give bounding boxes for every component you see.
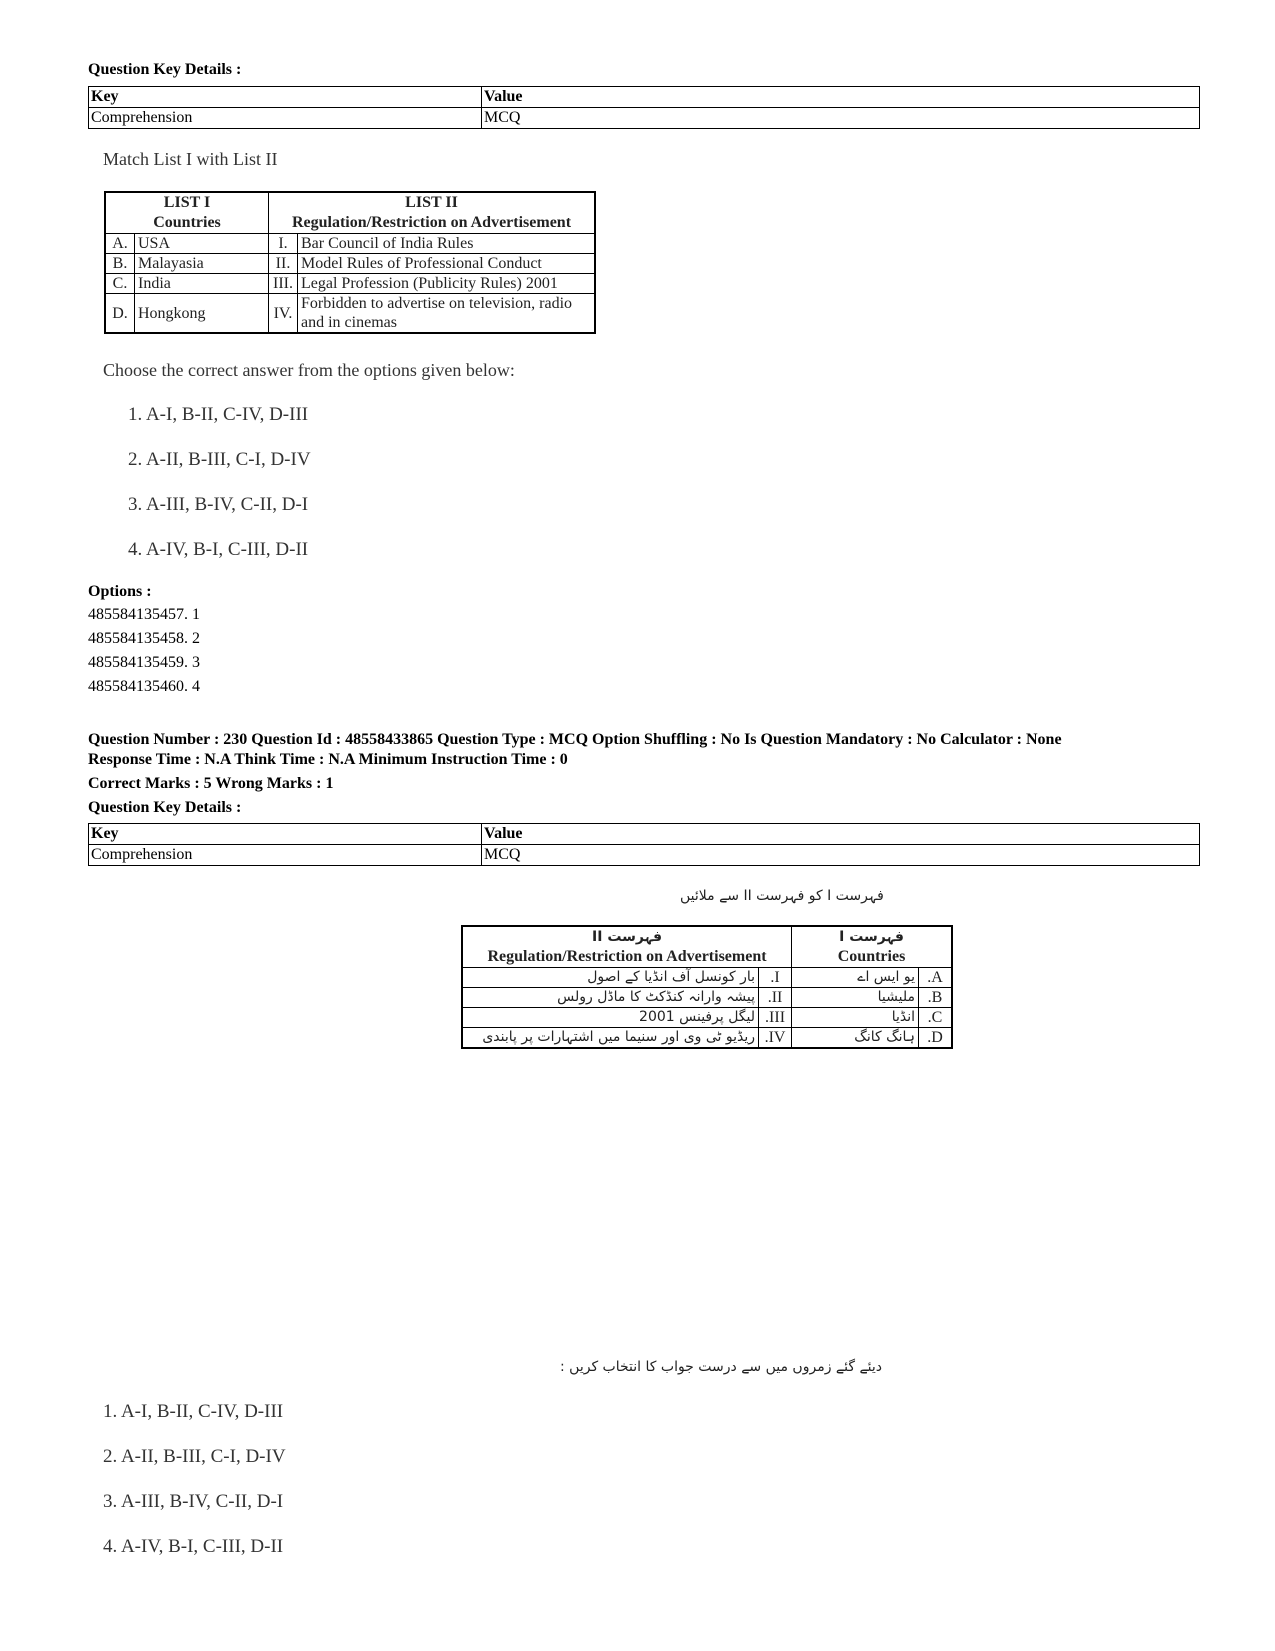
option-id-3: 485584135459. 3 xyxy=(88,654,200,671)
answer-choice-2: 2. A-II, B-III, C-I, D-IV xyxy=(128,449,311,470)
regulation-cell: پیشہ وارانہ کنڈکٹ کا ماڈل رولس xyxy=(462,988,759,1008)
country-cell: USA xyxy=(135,234,269,254)
country-cell: ہانگ کانگ xyxy=(792,1028,919,1049)
list2-title: LIST II xyxy=(405,194,458,211)
kv-header-value: Value xyxy=(482,824,1200,845)
country-cell: ملیشیا xyxy=(792,988,919,1008)
question-meta-line2: Response Time : N.A Think Time : N.A Minimum Instruction Time : 0 xyxy=(88,751,568,768)
regulation-cell: Bar Council of India Rules xyxy=(298,234,596,254)
key-value-table xyxy=(88,823,1200,866)
question-key-details-label: Question Key Details : xyxy=(88,61,242,78)
row-label: II. xyxy=(269,254,298,274)
table-row xyxy=(462,1008,952,1028)
country-cell: India xyxy=(135,274,269,294)
list1-title: فہرست I xyxy=(839,929,904,945)
row-label: III. xyxy=(269,274,298,294)
kv-cell-key: Comprehension xyxy=(89,845,482,866)
table-row xyxy=(462,1028,952,1049)
marks-line: Correct Marks : 5 Wrong Marks : 1 xyxy=(88,775,334,792)
list1-title: LIST I xyxy=(163,194,211,211)
kv-cell-value: MCQ xyxy=(482,845,1200,866)
answer-choice-2: 2. A-II, B-III, C-I, D-IV xyxy=(103,1446,286,1467)
list2-subtitle: Regulation/Restriction on Advertisement xyxy=(487,948,767,965)
row-label: B. xyxy=(919,988,953,1008)
key-value-table xyxy=(88,86,1200,129)
question-key-details-label: Question Key Details : xyxy=(88,799,242,816)
regulation-cell: Legal Profession (Publicity Rules) 2001 xyxy=(298,274,596,294)
list1-header xyxy=(792,926,952,968)
row-label: I. xyxy=(759,968,792,988)
option-id-4: 485584135460. 4 xyxy=(88,678,200,695)
regulation-cell: Model Rules of Professional Conduct xyxy=(298,254,596,274)
answer-choice-3: 3. A-III, B-IV, C-II, D-I xyxy=(103,1491,284,1512)
kv-cell-key: Comprehension xyxy=(89,108,482,129)
table-row xyxy=(462,968,952,988)
table-row xyxy=(105,234,595,254)
kv-cell-value: MCQ xyxy=(482,108,1200,129)
regulation-cell: Forbidden to advertise on television, radio and in cinemas xyxy=(298,294,596,334)
kv-header-key: Key xyxy=(89,87,482,108)
row-label: D. xyxy=(105,294,135,334)
country-cell: انڈیا xyxy=(792,1008,919,1028)
answer-choice-1: 1. A-I, B-II, C-IV, D-III xyxy=(103,1401,284,1422)
answer-choice-4: 4. A-IV, B-I, C-III, D-II xyxy=(128,539,309,560)
row-label: I. xyxy=(269,234,298,254)
list2-subtitle: Regulation/Restriction on Advertisement xyxy=(291,214,572,231)
regulation-cell: ریڈیو ٹی وی اور سنیما میں اشتہارات پر پابندی xyxy=(462,1028,759,1049)
regulation-cell: لیگل پرفینس 2001 xyxy=(462,1008,759,1028)
list2-header xyxy=(462,926,792,968)
row-label: IV. xyxy=(269,294,298,334)
kv-header-key: Key xyxy=(89,824,482,845)
list2-header xyxy=(269,192,596,234)
row-label: A. xyxy=(919,968,953,988)
answer-choice-4: 4. A-IV, B-I, C-III, D-II xyxy=(103,1536,284,1557)
list1-header xyxy=(105,192,269,234)
list1-subtitle: Countries xyxy=(837,948,906,965)
country-cell: Hongkong xyxy=(135,294,269,334)
row-label: III. xyxy=(759,1008,792,1028)
row-label: II. xyxy=(759,988,792,1008)
table-row xyxy=(105,274,595,294)
country-cell: Malayasia xyxy=(135,254,269,274)
regulation-cell: بار کونسل آف انڈیا کے اصول xyxy=(462,968,759,988)
match-prompt: Match List I with List II xyxy=(103,149,278,169)
choose-instruction: Choose the correct answer from the options given below: xyxy=(103,360,515,380)
option-id-1: 485584135457. 1 xyxy=(88,606,200,623)
row-label: A. xyxy=(105,234,135,254)
option-id-2: 485584135458. 2 xyxy=(88,630,200,647)
table-row xyxy=(105,254,595,274)
urdu-match-prompt: فہرست I کو فہرست II سے ملائیں xyxy=(680,888,884,904)
urdu-match-list-table xyxy=(461,925,953,1049)
row-label: C. xyxy=(919,1008,953,1028)
question-meta-line1: Question Number : 230 Question Id : 48558433865 Question Type : MCQ Option Shuffling : No Is Question Mandatory : No Calculator : None xyxy=(88,731,1062,748)
country-cell: یو ایس اے xyxy=(792,968,919,988)
options-label: Options : xyxy=(88,583,152,600)
kv-header-value: Value xyxy=(482,87,1200,108)
match-list-table xyxy=(104,191,596,334)
answer-choice-3: 3. A-III, B-IV, C-II, D-I xyxy=(128,494,309,515)
table-row xyxy=(105,294,595,334)
list1-subtitle: Countries xyxy=(153,214,221,231)
row-label: D. xyxy=(919,1028,953,1049)
list2-title: فہرست II xyxy=(592,929,662,945)
row-label: B. xyxy=(105,254,135,274)
urdu-choose-instruction: دیئے گئے زمروں میں سے درست جواب کا انتخاب کریں : xyxy=(560,1359,883,1375)
row-label: C. xyxy=(105,274,135,294)
answer-choice-1: 1. A-I, B-II, C-IV, D-III xyxy=(128,404,309,425)
row-label: IV. xyxy=(759,1028,792,1049)
table-row xyxy=(462,988,952,1008)
